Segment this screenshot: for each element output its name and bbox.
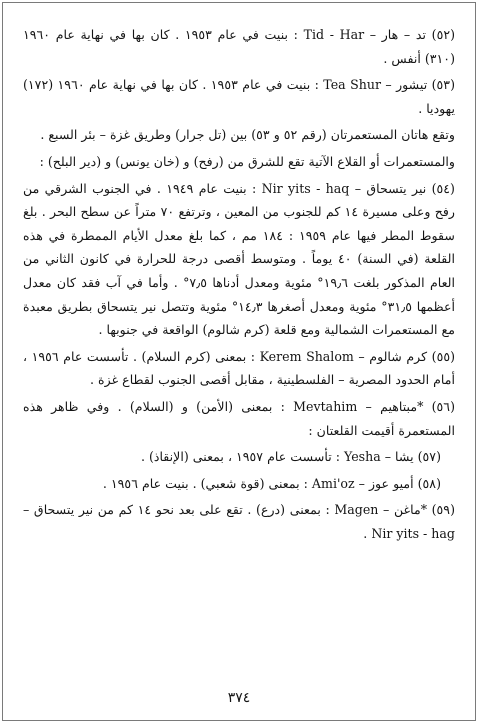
- entry-57: (٥٧) يشا – Yesha : تأسست عام ١٩٥٧ ، بمعنى (الإنقاذ) .: [140, 449, 441, 465]
- book-page: [2, 2, 476, 721]
- entry-59: (٥٩) *ماغن – Magen : بمعنى (درع) . تقع على بعد نحو ١٤ كم من نير يتسحاق – Nir yits - hag .: [23, 502, 455, 541]
- entry-58: (٥٨) أميو عوز – Ami'oz : بمعنى (قوة شعبي) . بنيت عام ١٩٥٦ .: [102, 475, 441, 491]
- entry-52: (٥٢) تد – هار – Tid - Har : بنيت في عام ١٩٥٣ . كان بها في نهاية عام ١٩٦٠ (٣١٠) أنفس .: [23, 27, 456, 66]
- entry-55: (٥٥) كرم شالوم – Kerem Shalom : بمعنى (كرم السلام) . تأسست عام ١٩٥٦ ، أمام الحدود المصرية – الفلسطينية ، مقابل أقصى الجنوب لقطاع غزة .: [23, 348, 456, 388]
- entry-53: (٥٣) تيشور – Tea Shur : بنيت في عام ١٩٥٣ . كان بها في نهاية عام ١٩٦٠ (١٧٢) يهوديا .: [23, 77, 455, 116]
- page-number: ٣٧٤: [227, 690, 251, 706]
- entry-56: (٥٦) *مبتاهيم – Mevtahim : بمعنى (الأمن) و (السلام) . وفي ظاهر هذه المستعمرة أقيمت القلعتان :: [23, 398, 455, 438]
- note-eastern-settlements: والمستعمرات أو القلاع الآتية تقع للشرق من (رفح) و (خان يونس) و (دير البلح) :: [39, 153, 455, 169]
- entry-54: (٥٤) نير يتسحاق – Nir yits - haq : بنيت عام ١٩٤٩ . في الجنوب الشرقي من رفح وعلى مسيرة ١٤ كم للجنوب من المعين ، وترتفع ٧٠ متراً عن سطح البحر . بلغ سقوط المطر فيها عام ١٩٥٩ : ١٨٤ مم ، كما بلغ معدل الأيام الممطرة في هذه القلعة (في السنة) ٤٠ يوماً . ومتوسط أقصى درجة للحرارة في كانون الثاني من العام المذكور بلغت ١٩٫٦° مئوية ومعدل أدناها ٧٫٥° . وأما في آب فقد كان معدل أعظمها ٣١٫٥° مئوية ومعدل أصغرها ١٤٫٣° مئوية وتتصل نير يتسحاق بطريق معبدة مع المستعمرات الشمالية ومع قلعة (كرم شالوم) الواقعة في جنوبها .: [23, 180, 456, 338]
- page-body: [23, 23, 455, 548]
- note-location-52-53: وتقع هاتان المستعمرتان (رقم ٥٢ و ٥٣) بين (تل جرار) وطريق غزة – بئر السبع .: [40, 127, 455, 143]
